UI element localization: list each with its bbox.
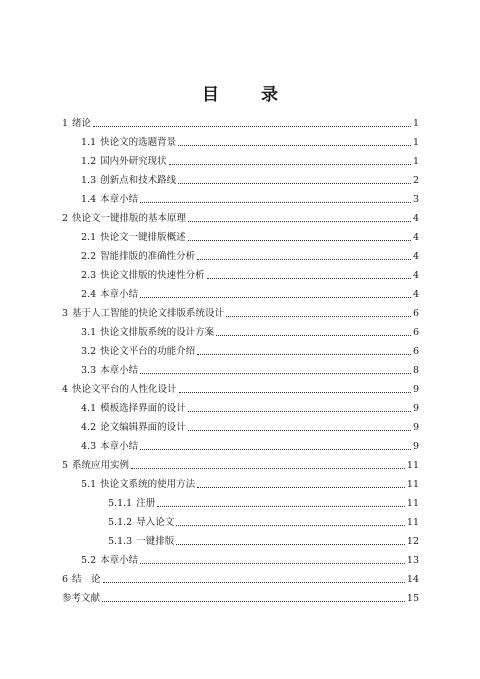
toc-entry-number: 4.3 bbox=[81, 441, 97, 452]
dot-leader bbox=[188, 411, 411, 412]
toc-entry[interactable] bbox=[81, 268, 419, 282]
toc-entry-page-number: 13 bbox=[406, 555, 419, 566]
dot-leader bbox=[197, 354, 411, 355]
toc-entry-page-number: 4 bbox=[412, 251, 419, 262]
toc-entry[interactable] bbox=[81, 230, 419, 244]
toc-entry-number: 1.2 bbox=[81, 156, 97, 167]
toc-entry-page-number: 4 bbox=[412, 213, 419, 224]
toc-entry-label bbox=[81, 194, 138, 206]
toc-entry-page-number: 1 bbox=[412, 118, 419, 129]
toc-entry-page-number: 1 bbox=[412, 156, 419, 167]
dot-leader bbox=[188, 221, 411, 222]
toc-entry-text: 系统应用实例 bbox=[72, 460, 130, 471]
toc-entry-number: 4.1 bbox=[81, 403, 97, 414]
dot-leader bbox=[102, 601, 405, 602]
toc-entry-label bbox=[81, 289, 138, 301]
toc-entry-text: 快论文的选题背景 bbox=[100, 137, 177, 148]
toc-entry[interactable] bbox=[62, 306, 419, 320]
toc-entry[interactable] bbox=[81, 420, 419, 434]
dot-leader bbox=[169, 164, 411, 165]
toc-entry-number: 5.1.2 bbox=[108, 517, 133, 528]
dot-leader bbox=[176, 525, 405, 526]
dot-leader bbox=[140, 563, 405, 564]
toc-entry-label bbox=[62, 308, 224, 320]
dot-leader bbox=[176, 544, 405, 545]
dot-leader bbox=[140, 449, 411, 450]
toc-entry[interactable] bbox=[62, 211, 419, 225]
toc-entry-number: 5 bbox=[62, 460, 69, 471]
toc-entry-page-number: 9 bbox=[412, 384, 419, 395]
toc-entry[interactable] bbox=[81, 363, 419, 377]
toc-entry-number: 3.2 bbox=[81, 346, 97, 357]
toc-entry-label bbox=[81, 365, 138, 377]
toc-entry-page-number: 15 bbox=[406, 593, 419, 604]
toc-entry-number: 4 bbox=[62, 384, 69, 395]
toc-entry-text: 基于人工智能的快论文排版系统设计 bbox=[72, 308, 225, 319]
toc-entry-number: 5.1.1 bbox=[108, 498, 133, 509]
toc-entry-text: 参考文献 bbox=[62, 593, 101, 604]
toc-entry-text: 论文编辑界面的设计 bbox=[100, 422, 186, 433]
toc-entry-text: 本章小结 bbox=[100, 289, 139, 300]
toc-entry-page-number: 9 bbox=[412, 441, 419, 452]
toc-entry-number: 5.1.3 bbox=[108, 536, 133, 547]
toc-entry[interactable] bbox=[108, 515, 419, 529]
toc-entry-text: 本章小结 bbox=[100, 194, 139, 205]
toc-entry[interactable] bbox=[81, 192, 419, 206]
toc-entry-text: 快论文排版的快速性分析 bbox=[100, 270, 205, 281]
dot-leader bbox=[197, 259, 411, 260]
toc-entry-text: 创新点和技术路线 bbox=[100, 175, 177, 186]
toc-entry-text: 快论文系统的使用方法 bbox=[100, 479, 196, 490]
toc-entry-number: 2.4 bbox=[81, 289, 97, 300]
toc-entry-page-number: 9 bbox=[412, 403, 419, 414]
dot-leader bbox=[93, 126, 411, 127]
toc-entry-number: 2 bbox=[62, 213, 69, 224]
toc-entry-label bbox=[62, 593, 100, 605]
toc-entry[interactable] bbox=[108, 534, 419, 548]
toc-entry-page-number: 4 bbox=[412, 232, 419, 243]
toc-entry-page-number: 8 bbox=[412, 365, 419, 376]
toc-entry-label bbox=[62, 118, 91, 130]
toc-entry-label bbox=[81, 555, 138, 567]
toc-entry-label bbox=[81, 156, 167, 168]
toc-entry[interactable] bbox=[81, 249, 419, 263]
toc-entry-number: 5.1 bbox=[81, 479, 97, 490]
dot-leader bbox=[103, 582, 405, 583]
toc-entry-label bbox=[81, 327, 214, 339]
dot-leader bbox=[140, 373, 411, 374]
toc-entry-text: 本章小结 bbox=[100, 555, 139, 566]
toc-entry[interactable] bbox=[81, 135, 419, 149]
dot-leader bbox=[226, 316, 411, 317]
toc-entry-label bbox=[108, 536, 174, 548]
toc-entry[interactable] bbox=[62, 116, 419, 130]
toc-entry-label bbox=[62, 384, 177, 396]
dot-leader bbox=[157, 506, 405, 507]
toc-entry-label bbox=[81, 346, 195, 358]
toc-entry-label bbox=[62, 460, 129, 472]
toc-entry[interactable] bbox=[81, 553, 419, 567]
toc-entry-text: 注册 bbox=[136, 498, 156, 509]
toc-entry[interactable] bbox=[81, 477, 419, 491]
toc-entry-number: 3.3 bbox=[81, 365, 97, 376]
toc-entry-label bbox=[81, 422, 186, 434]
toc-entry-page-number: 6 bbox=[412, 308, 419, 319]
dot-leader bbox=[140, 202, 411, 203]
toc-entry-label bbox=[108, 517, 174, 529]
toc-entry-page-number: 4 bbox=[412, 270, 419, 281]
toc-entry-text: 快论文平台的人性化设计 bbox=[72, 384, 177, 395]
toc-entry-text: 导入论文 bbox=[136, 517, 175, 528]
toc-entry-page-number: 11 bbox=[406, 479, 419, 490]
toc-entry-number: 1.1 bbox=[81, 137, 97, 148]
dot-leader bbox=[188, 240, 411, 241]
toc-entry-number: 3.1 bbox=[81, 327, 97, 338]
toc-entry-page-number: 11 bbox=[406, 498, 419, 509]
toc-entry-page-number: 3 bbox=[412, 194, 419, 205]
toc-entry-label bbox=[81, 175, 176, 187]
toc-entry-number: 1.3 bbox=[81, 175, 97, 186]
toc-entry-label bbox=[81, 232, 186, 244]
toc-entry-page-number: 2 bbox=[412, 175, 419, 186]
toc-entry-number: 2.3 bbox=[81, 270, 97, 281]
toc-entry-label bbox=[81, 479, 195, 491]
dot-leader bbox=[178, 183, 411, 184]
toc-entry-page-number: 11 bbox=[406, 460, 419, 471]
dot-leader bbox=[207, 278, 411, 279]
toc-entry[interactable] bbox=[108, 496, 419, 510]
toc-entry-page-number: 14 bbox=[406, 574, 419, 585]
toc-entry-number: 2.2 bbox=[81, 251, 97, 262]
toc-entry[interactable] bbox=[81, 287, 419, 301]
dot-leader bbox=[197, 487, 405, 488]
toc-entry-text: 快论文排版系统的设计方案 bbox=[100, 327, 215, 338]
toc-entry[interactable] bbox=[62, 382, 419, 396]
toc-entry-label bbox=[81, 251, 195, 263]
toc-entry-text: 结 论 bbox=[72, 574, 101, 585]
toc-entry[interactable] bbox=[81, 401, 419, 415]
toc-entry-text: 模板选择界面的设计 bbox=[100, 403, 186, 414]
dot-leader bbox=[131, 468, 405, 469]
toc-entry[interactable] bbox=[81, 173, 419, 187]
toc-entry-page-number: 4 bbox=[412, 289, 419, 300]
toc-entry-text: 快论文一键排版概述 bbox=[100, 232, 186, 243]
toc-entry-text: 智能排版的准确性分析 bbox=[100, 251, 196, 262]
toc-entry-number: 4.2 bbox=[81, 422, 97, 433]
toc-entry-number: 1 bbox=[62, 118, 69, 129]
toc-entry-number: 5.2 bbox=[81, 555, 97, 566]
toc-entry-label bbox=[62, 574, 101, 586]
toc-entry-text: 快论文平台的功能介绍 bbox=[100, 346, 196, 357]
toc-entry-page-number: 6 bbox=[412, 327, 419, 338]
toc-entry-text: 国内外研究现状 bbox=[100, 156, 167, 167]
toc-entry-number: 1.4 bbox=[81, 194, 97, 205]
toc-entry-text: 一键排版 bbox=[136, 536, 175, 547]
toc-entry-label bbox=[62, 213, 186, 225]
dot-leader bbox=[179, 392, 411, 393]
toc-entry-page-number: 11 bbox=[406, 517, 419, 528]
toc-entry[interactable] bbox=[62, 572, 419, 586]
toc-entry[interactable] bbox=[81, 439, 419, 453]
toc-entry-label bbox=[81, 270, 205, 282]
toc-entry-page-number: 6 bbox=[412, 346, 419, 357]
toc-entry-label bbox=[81, 137, 176, 149]
dot-leader bbox=[216, 335, 411, 336]
toc-entry-label bbox=[108, 498, 155, 510]
toc-entry[interactable] bbox=[81, 325, 419, 339]
dot-leader bbox=[140, 297, 411, 298]
toc-entry[interactable] bbox=[62, 591, 419, 605]
toc-entry-number: 6 bbox=[62, 574, 69, 585]
dot-leader bbox=[178, 145, 411, 146]
toc-entry-text: 本章小结 bbox=[100, 365, 139, 376]
toc-entry[interactable] bbox=[62, 458, 419, 472]
toc-entry-number: 2.1 bbox=[81, 232, 97, 243]
toc-entry[interactable] bbox=[81, 154, 419, 168]
toc-entry-page-number: 12 bbox=[406, 536, 419, 547]
toc-entry-label bbox=[81, 403, 186, 415]
toc-entry-text: 快论文一键排版的基本原理 bbox=[72, 213, 187, 224]
page-title: 目 录 bbox=[202, 85, 296, 105]
toc-entry-text: 绪论 bbox=[72, 118, 92, 129]
toc-entry-label bbox=[81, 441, 138, 453]
toc-entry-text: 本章小结 bbox=[100, 441, 139, 452]
toc-entry-number: 3 bbox=[62, 308, 69, 319]
dot-leader bbox=[188, 430, 411, 431]
toc-entry-page-number: 1 bbox=[412, 137, 419, 148]
toc-entry[interactable] bbox=[81, 344, 419, 358]
toc-entry-page-number: 9 bbox=[412, 422, 419, 433]
